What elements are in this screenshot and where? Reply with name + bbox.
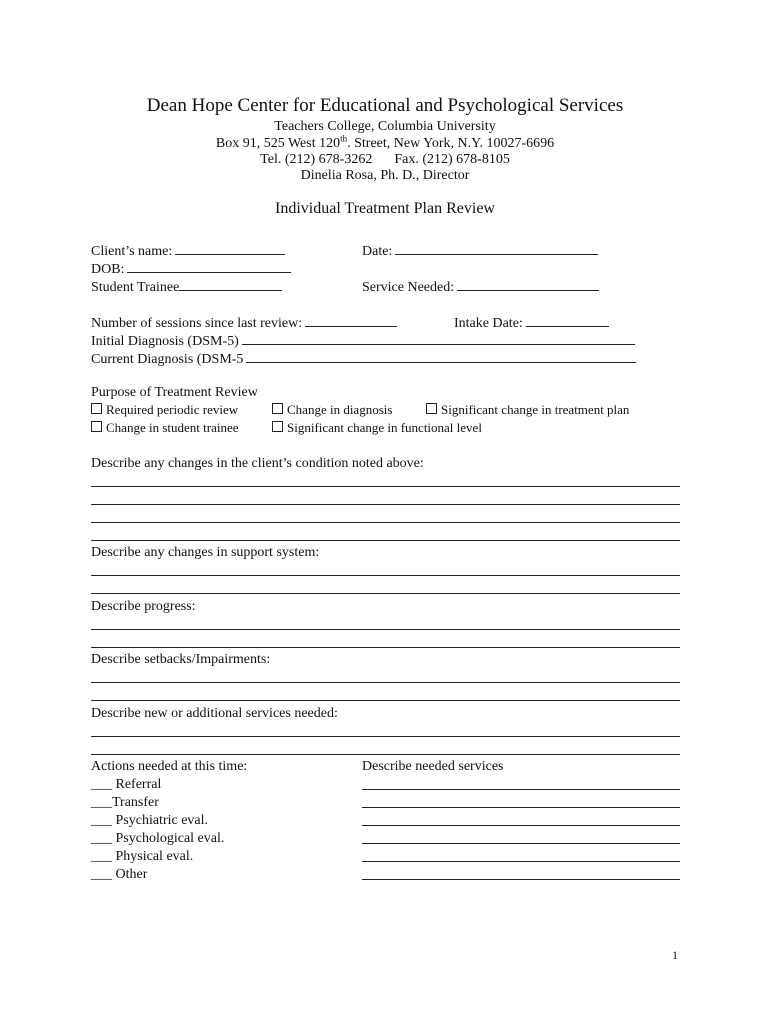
purpose-option-label: Significant change in functional level — [287, 420, 482, 435]
tel-number: Tel. (212) 678-3262 — [260, 152, 373, 167]
client-name-blank[interactable] — [175, 240, 285, 255]
intake-date-label: Intake Date: — [454, 316, 523, 331]
answer-line[interactable] — [91, 540, 680, 541]
service-needed-blank[interactable] — [457, 276, 599, 291]
address-main: Box 91, 525 West 120 — [215, 136, 341, 151]
address — [0, 135, 770, 152]
actions-heading: Actions needed at this time: — [91, 759, 248, 774]
sessions-label: Number of sessions since last review: — [91, 316, 303, 331]
initial-diagnosis-label: Initial Diagnosis (DSM-5) — [91, 334, 239, 349]
answer-line[interactable] — [91, 647, 680, 648]
dob-label: DOB: — [91, 262, 125, 277]
intake-date-blank[interactable] — [526, 312, 609, 327]
client-name-label: Client’s name: — [91, 244, 173, 259]
checkbox-icon[interactable] — [91, 421, 102, 432]
support-system-label: Describe any changes in support system: — [91, 545, 320, 560]
action-item[interactable]: ___ Other — [91, 867, 148, 882]
date-label: Date: — [362, 244, 393, 259]
answer-line[interactable] — [91, 629, 680, 630]
services-answer-line[interactable] — [362, 807, 680, 808]
progress-label: Describe progress: — [91, 599, 196, 614]
current-diagnosis-blank[interactable] — [246, 348, 636, 363]
services-answer-line[interactable] — [362, 825, 680, 826]
new-services-label: Describe new or additional services needed: — [91, 706, 338, 721]
director-line: Dinelia Rosa, Ph. D., Director — [300, 168, 470, 183]
page-number: 1 — [672, 948, 678, 962]
address-superscript: th — [340, 133, 348, 144]
services-answer-line[interactable] — [362, 879, 680, 880]
current-diagnosis-field[interactable] — [91, 348, 636, 368]
college-name: Teachers College, Columbia University — [274, 119, 496, 134]
answer-line[interactable] — [91, 575, 680, 576]
date-blank[interactable] — [395, 240, 598, 255]
services-answer-line[interactable] — [362, 789, 680, 790]
intake-date-field[interactable] — [454, 312, 609, 332]
client-name-field[interactable] — [91, 240, 285, 260]
student-trainee-label: Student Trainee — [91, 280, 180, 295]
student-trainee-field[interactable] — [91, 276, 282, 296]
purpose-option-label: Required periodic review — [106, 402, 239, 417]
answer-line[interactable] — [91, 522, 680, 523]
services-answer-line[interactable] — [362, 843, 680, 844]
action-item[interactable]: ___ Psychological eval. — [91, 831, 225, 846]
current-diagnosis-label: Current Diagnosis (DSM-5 — [91, 352, 244, 367]
services-answer-line[interactable] — [362, 861, 680, 862]
dob-blank[interactable] — [127, 258, 291, 273]
checkbox-icon[interactable] — [426, 403, 437, 414]
checkbox-icon[interactable] — [272, 421, 283, 432]
address-rest: . Street, New York, N.Y. 10027-6696 — [347, 136, 555, 151]
purpose-option[interactable] — [91, 420, 272, 436]
answer-line[interactable] — [91, 700, 680, 701]
purpose-option-label: Change in diagnosis — [287, 402, 393, 417]
service-needed-field[interactable] — [362, 276, 599, 296]
action-item[interactable]: ___ Psychiatric eval. — [91, 813, 209, 828]
purpose-option[interactable] — [426, 402, 629, 418]
purpose-row-2 — [91, 420, 482, 436]
purpose-option[interactable] — [272, 402, 426, 418]
fax-number: Fax. (212) 678-8105 — [394, 152, 510, 167]
purpose-option-label: Change in student trainee — [106, 420, 239, 435]
purpose-row-1 — [91, 402, 629, 418]
contact-line — [0, 151, 770, 168]
changes-condition-label: Describe any changes in the client’s condition noted above: — [91, 456, 424, 471]
answer-line[interactable] — [91, 504, 680, 505]
date-field[interactable] — [362, 240, 598, 260]
answer-line[interactable] — [91, 736, 680, 737]
action-item[interactable]: ___ Referral — [91, 777, 162, 792]
student-trainee-blank[interactable] — [179, 276, 282, 291]
purpose-heading: Purpose of Treatment Review — [91, 385, 258, 400]
answer-line[interactable] — [91, 754, 680, 755]
initial-diagnosis-blank[interactable] — [242, 330, 635, 345]
describe-services-heading: Describe needed services — [362, 759, 504, 774]
answer-line[interactable] — [91, 593, 680, 594]
sessions-field[interactable] — [91, 312, 397, 332]
purpose-option[interactable] — [91, 402, 272, 418]
form-title: Individual Treatment Plan Review — [275, 200, 495, 217]
setbacks-label: Describe setbacks/Impairments: — [91, 652, 271, 667]
purpose-option[interactable] — [272, 420, 482, 436]
answer-line[interactable] — [91, 682, 680, 683]
action-item[interactable]: ___ Physical eval. — [91, 849, 194, 864]
sessions-blank[interactable] — [305, 312, 397, 327]
purpose-option-label: Significant change in treatment plan — [441, 402, 630, 417]
center-name: Dean Hope Center for Educational and Psychological Services — [146, 95, 624, 116]
checkbox-icon[interactable] — [272, 403, 283, 414]
answer-line[interactable] — [91, 486, 680, 487]
checkbox-icon[interactable] — [91, 403, 102, 414]
action-item[interactable]: ___Transfer — [91, 795, 159, 810]
dob-field[interactable] — [91, 258, 291, 278]
initial-diagnosis-field[interactable] — [91, 330, 635, 350]
service-needed-label: Service Needed: — [362, 280, 455, 295]
